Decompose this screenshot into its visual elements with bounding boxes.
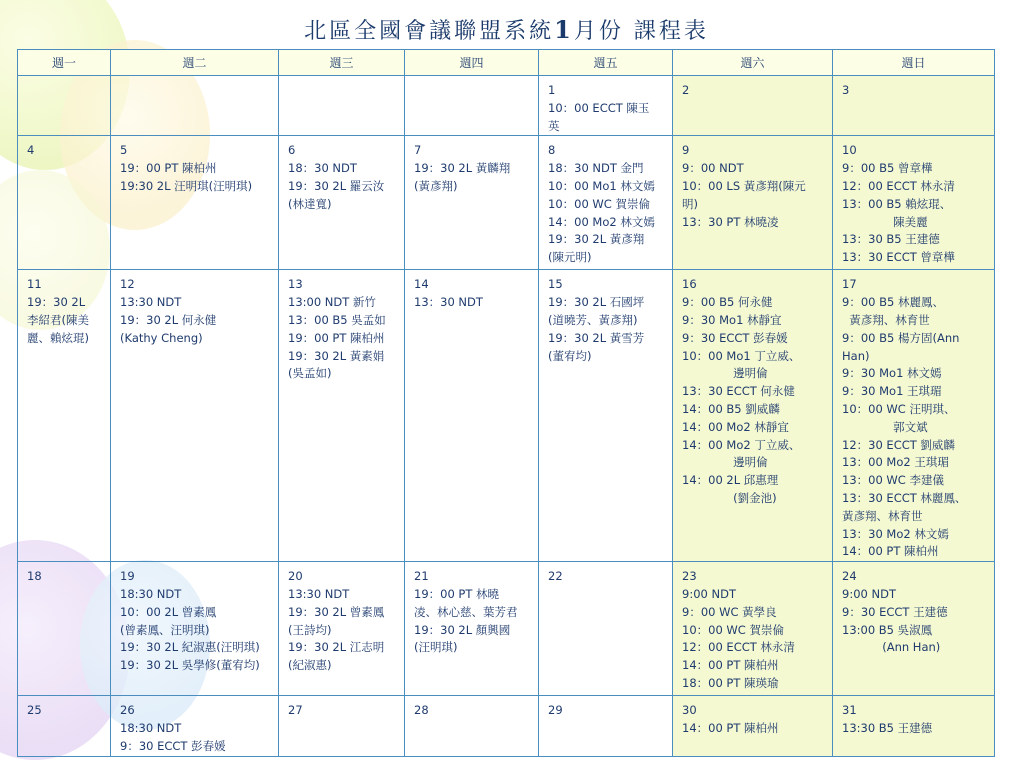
session-entry: 9：00 B5 林麗鳳、 [842, 295, 944, 310]
session-entry: 李紹君(陳美 [27, 312, 89, 327]
day-cell [279, 696, 405, 756]
session-entry: 郭文斌 [842, 419, 928, 434]
day-number: 27 [288, 703, 303, 718]
session-entry: 19：30 2L 黃麟翔 [414, 161, 511, 176]
session-entry: 邊明倫 [682, 366, 768, 381]
session-entry: 13:30 B5 王建德 [842, 720, 933, 735]
session-entry: (劉金池) [682, 490, 777, 505]
day-number: 3 [842, 83, 850, 97]
session-entry: 13：30 ECCT 曾章樺 [842, 250, 955, 265]
day-cell [111, 562, 279, 696]
session-entry: 13：30 B5 王建德 [842, 232, 940, 247]
session-entry: 9:00 NDT [682, 586, 736, 601]
session-entry: 9：00 B5 曾章樺 [842, 161, 933, 176]
session-entry: (董宥均) [548, 348, 592, 363]
session-entry: 9：30 Mo1 林靜宜 [682, 312, 782, 327]
title-month: 1 [554, 15, 574, 44]
session-entry: 9：30 ECCT 王建德 [842, 604, 948, 619]
session-entry: 13：30 Mo2 林文嫣 [842, 526, 949, 541]
day-number: 20 [288, 569, 303, 584]
day-number: 14 [414, 277, 429, 292]
session-entry: 9：00 WC 黃學良 [682, 604, 777, 619]
week-row [18, 562, 995, 696]
weekday-header-row [18, 50, 995, 76]
page-title [0, 14, 1013, 45]
day-cell [279, 270, 405, 562]
day-number: 30 [682, 703, 697, 718]
session-entry: (曾素鳳、汪明琪) [120, 622, 210, 637]
day-number: 10 [842, 143, 857, 158]
session-entry: 14：00 2L 邱惠理 [682, 473, 779, 488]
day-number: 25 [27, 703, 42, 718]
session-entry: 19：30 2L 吳學修(董宥均) [120, 658, 260, 673]
week-row [18, 270, 995, 562]
session-entry: 10：00 Mo1 丁立威、 [682, 348, 801, 363]
day-cell [111, 76, 279, 136]
day-number: 23 [682, 569, 697, 584]
session-entry: 13：30 ECCT 林麗鳳、 [842, 490, 967, 505]
weekday-header: 週二 [111, 50, 279, 76]
day-number: 13 [288, 277, 303, 292]
session-entry: 9：30 ECCT 彭春媛 [682, 330, 788, 345]
day-number: 6 [288, 143, 296, 158]
day-cell [673, 696, 833, 756]
session-entry: 19:30 2L 汪明琪(汪明琪) [120, 178, 253, 193]
session-entry: 陳美麗 [842, 214, 928, 229]
session-entry: 19：30 2L 石國坪 [548, 295, 645, 310]
session-entry: 18：00 PT 陳瑛瑜 [682, 675, 779, 690]
title-prefix: 北區全國會議聯盟系統 [304, 19, 555, 44]
day-cell [539, 696, 673, 756]
session-entry: 10：00 ECCT 陳玉 [548, 100, 650, 115]
day-cell [405, 136, 539, 270]
session-entry: 10：00 WC 賀崇倫 [682, 622, 784, 637]
weekday-header: 週五 [539, 50, 673, 76]
session-entry: 9：00 B5 楊方固(Ann [842, 330, 960, 345]
session-entry: 9：00 NDT [682, 161, 744, 176]
schedule-table [17, 49, 995, 757]
session-entry: 英 [548, 118, 560, 133]
session-entry: 9：30 ECCT 彭春媛 [120, 738, 226, 753]
session-entry: 9：00 B5 何永健 [682, 295, 773, 310]
day-cell [279, 562, 405, 696]
session-entry: 明) [682, 196, 698, 211]
session-entry: 13:00 NDT 新竹 [288, 295, 376, 310]
session-entry: 19：30 2L 黃彥翔 [548, 232, 645, 247]
day-number: 16 [682, 277, 697, 292]
day-cell [18, 696, 111, 756]
week-row [18, 136, 995, 270]
weekday-header: 週三 [279, 50, 405, 76]
day-cell [111, 270, 279, 562]
session-entry: 14：00 PT 陳柏州 [682, 720, 779, 735]
day-cell [539, 562, 673, 696]
session-entry: (吳孟如) [288, 366, 332, 381]
day-cell [18, 136, 111, 270]
day-cell [18, 76, 111, 136]
session-entry: 13：30 ECCT 何永健 [682, 384, 795, 399]
session-entry: 9：30 Mo1 王琪瑂 [842, 384, 942, 399]
day-number: 9 [682, 143, 690, 158]
session-entry: 10：00 2L 曾素鳳 [120, 604, 217, 619]
day-cell [833, 270, 995, 562]
day-cell [111, 136, 279, 270]
day-number: 7 [414, 143, 422, 158]
session-entry: (Ann Han) [842, 640, 941, 655]
session-entry: (汪明琪) [414, 640, 458, 655]
session-entry: 12：00 ECCT 林永清 [842, 178, 955, 193]
day-number: 29 [548, 703, 563, 718]
session-entry: 10：00 Mo1 林文嫣 [548, 178, 655, 193]
title-suffix: 月份 課程表 [573, 19, 709, 44]
day-cell [539, 136, 673, 270]
day-cell [405, 270, 539, 562]
session-entry: 9:00 NDT [842, 586, 896, 601]
session-entry: 19：30 2L 黃雪芳 [548, 330, 645, 345]
session-entry: (道曉芳、黃彥翔) [548, 312, 638, 327]
day-number: 18 [27, 569, 42, 584]
session-entry: 邊明倫 [682, 455, 768, 470]
session-entry: 13：00 B5 賴炫琨、 [842, 196, 952, 211]
session-entry: 18：30 NDT 金門 [548, 161, 644, 176]
day-cell [833, 562, 995, 696]
day-number: 8 [548, 143, 556, 158]
day-number: 21 [414, 569, 429, 584]
session-entry: 12：30 ECCT 劉威麟 [842, 437, 955, 452]
session-entry: Han) [842, 348, 870, 363]
session-entry: 19：30 2L [27, 295, 86, 310]
day-number: 1 [548, 83, 556, 97]
week-row [18, 696, 995, 756]
day-cell [673, 562, 833, 696]
session-entry: (黃彥翔) [414, 178, 458, 193]
session-entry: 14：00 B5 劉威麟 [682, 401, 780, 416]
day-cell [279, 136, 405, 270]
session-entry: 13：00 B5 吳孟如 [288, 312, 386, 327]
session-entry: 19：30 2L 曾素鳳 [288, 604, 385, 619]
day-cell [833, 696, 995, 756]
day-number: 19 [120, 569, 135, 584]
weekday-header: 週六 [673, 50, 833, 76]
session-entry: (王詩均) [288, 622, 332, 637]
day-number: 5 [120, 143, 128, 158]
day-cell [673, 270, 833, 562]
day-cell [539, 270, 673, 562]
session-entry: 13:00 B5 吳淑鳳 [842, 622, 933, 637]
session-entry: 13：00 WC 李建儀 [842, 473, 944, 488]
day-number: 31 [842, 703, 857, 718]
session-entry: (Kathy Cheng) [120, 330, 203, 345]
day-cell [833, 76, 995, 136]
session-entry: 19：00 PT 陳柏州 [120, 161, 217, 176]
day-cell [111, 696, 279, 756]
session-entry: 19：00 PT 陳柏州 [288, 330, 385, 345]
session-entry: 13：30 PT 林曉凌 [682, 214, 779, 229]
day-cell [673, 76, 833, 136]
session-entry: 18：30 NDT [288, 161, 357, 176]
session-entry: (林達寬) [288, 196, 332, 211]
day-number: 28 [414, 703, 429, 718]
day-cell [18, 270, 111, 562]
session-entry: 18:30 NDT [120, 586, 182, 601]
session-entry: 13：30 NDT [414, 295, 483, 310]
weekday-header: 週四 [405, 50, 539, 76]
day-number: 17 [842, 277, 857, 292]
day-cell [405, 696, 539, 756]
session-entry: 13：00 Mo2 王琪瑂 [842, 455, 949, 470]
day-cell [405, 76, 539, 136]
session-entry: 14：00 Mo2 林文嫣 [548, 214, 655, 229]
session-entry: (紀淑惠) [288, 658, 332, 673]
session-entry: 13:30 NDT [120, 295, 182, 310]
session-entry: 黃彥翔、林育世 [842, 508, 923, 523]
day-number: 24 [842, 569, 857, 584]
week-row [18, 76, 995, 136]
session-entry: 18:30 NDT [120, 720, 182, 735]
weekday-header: 週一 [18, 50, 111, 76]
day-cell [539, 76, 673, 136]
session-entry: 19：30 2L 羅云汝 [288, 178, 385, 193]
session-entry: 19：30 2L 何永健 [120, 312, 217, 327]
session-entry: 麗、賴炫琨) [27, 330, 89, 345]
session-entry: 14：00 PT 陳柏州 [842, 544, 939, 559]
session-entry: 10：00 WC 賀崇倫 [548, 196, 650, 211]
session-entry: 13:30 NDT [288, 586, 350, 601]
session-entry: 14：00 Mo2 丁立威、 [682, 437, 801, 452]
session-entry: 19：30 2L 顏興國 [414, 622, 511, 637]
day-cell [673, 136, 833, 270]
day-number: 4 [27, 143, 35, 158]
session-entry: 19：30 2L 黃素娟 [288, 348, 385, 363]
day-cell [833, 136, 995, 270]
session-entry: 黃彥翔、林育世 [842, 312, 930, 327]
day-number: 12 [120, 277, 135, 292]
day-cell [405, 562, 539, 696]
day-number: 2 [682, 83, 690, 97]
session-entry: 19：30 2L 紀淑惠(汪明琪) [120, 640, 260, 655]
session-entry: 19：00 PT 林曉 [414, 586, 500, 601]
day-number: 22 [548, 569, 563, 584]
day-number: 26 [120, 703, 135, 718]
session-entry: 10：00 WC 汪明琪、 [842, 401, 956, 416]
session-entry: 14：00 PT 陳柏州 [682, 658, 779, 673]
day-cell [279, 76, 405, 136]
session-entry: 19：30 2L 江志明 [288, 640, 385, 655]
weekday-header: 週日 [833, 50, 995, 76]
day-cell [18, 562, 111, 696]
session-entry: 凌、林心慈、葉芳君 [414, 604, 518, 619]
session-entry: 14：00 Mo2 林靜宜 [682, 419, 789, 434]
day-number: 11 [27, 277, 42, 292]
day-number: 15 [548, 277, 563, 292]
session-entry: 10：00 LS 黃彥翔(陳元 [682, 178, 806, 193]
session-entry: 12：00 ECCT 林永清 [682, 640, 795, 655]
session-entry: 9：30 Mo1 林文嫣 [842, 366, 942, 381]
session-entry: (陳元明) [548, 250, 592, 265]
